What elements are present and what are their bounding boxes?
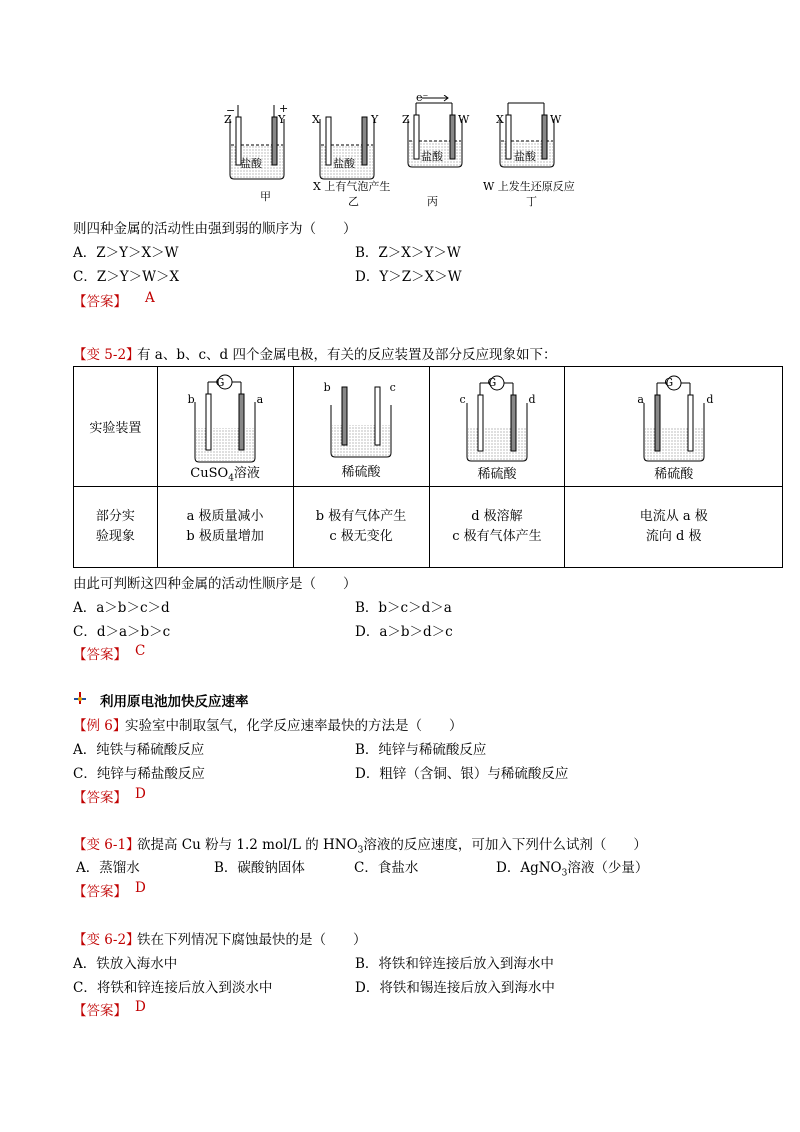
- q6-option-c: C．纯锌与稀盐酸反应: [73, 766, 205, 782]
- q6-1-answer-label: 【答案】: [73, 884, 127, 900]
- q5-2-tag: 【变 5-2】: [73, 347, 140, 363]
- device-1-right: a: [256, 393, 264, 406]
- device-1-diagram: [165, 370, 285, 466]
- q6-1-answer: D: [135, 880, 146, 896]
- beaker3-right-electrode: W: [458, 113, 470, 126]
- beaker2-left-electrode: X: [312, 113, 320, 126]
- device-1-left: b: [187, 393, 195, 406]
- device-cell-3: [429, 367, 565, 487]
- beaker3-solution: 盐酸: [421, 150, 443, 163]
- q6-2-stem: 铁在下列情况下腐蚀最快的是（ ）: [137, 932, 367, 948]
- beaker4-caption: 丁: [526, 195, 537, 208]
- q5-2-option-d: D．a＞b＞d＞c: [355, 624, 453, 640]
- device-1-solution: CuSO$_4$溶液: [190, 465, 260, 484]
- phenomena-4: 电流从 a 极 流向 d 极: [565, 487, 783, 568]
- beaker4-note: W 上发生还原反应: [483, 180, 575, 193]
- q5-2-answer-label: 【答案】: [73, 647, 127, 663]
- q6-1-option-a: A．蒸馏水: [76, 860, 140, 876]
- device-cell-4: [565, 367, 783, 487]
- beaker1-solution: 盐酸: [240, 157, 262, 170]
- beaker1-left-electrode: Z: [224, 113, 232, 126]
- q6-2-option-d: D．将铁和锡连接后放入到海水中: [355, 980, 555, 996]
- section-title: 利用原电池加快反应速率: [100, 694, 249, 710]
- q5-1-option-a: A．Z＞Y＞X＞W: [73, 245, 179, 261]
- q6-2-option-a: A．铁放入海水中: [73, 956, 178, 972]
- q6-1-option-d: D．AgNO$_3$溶液（少量）: [496, 860, 649, 879]
- q5-1-option-d: D．Y＞Z＞X＞W: [355, 269, 462, 285]
- beaker2-note: X 上有气泡产生: [313, 180, 391, 193]
- q6-1-stem: 欲提高 Cu 粉与 1.2 mol/L 的 $HNO_3$溶液的反应速度，可加入下列什么试剂（ ）: [137, 837, 647, 856]
- device-3-meter: G: [487, 376, 497, 389]
- q6-2-answer-label: 【答案】: [73, 1003, 127, 1019]
- beaker2-right-electrode: Y: [371, 113, 379, 126]
- q6-option-b: B．纯锌与稀硫酸反应: [355, 742, 487, 758]
- q6-2-option-c: C．将铁和锌连接后放入到淡水中: [73, 980, 273, 996]
- q5-1-answer: A: [145, 290, 155, 306]
- experiment-table: [73, 366, 783, 568]
- q6-1-tag: 【变 6-1】: [73, 837, 140, 853]
- phenomena-2: b 极有气体产生 c 极无变化: [293, 487, 429, 568]
- q5-1-answer-label: 【答案】: [73, 294, 127, 310]
- device-cell-2: [293, 367, 429, 487]
- device-2-solution: 稀硫酸: [341, 465, 381, 480]
- beaker4-left-electrode: X: [496, 113, 504, 126]
- table-row-label-phenomena: 部分实 验现象: [74, 487, 158, 568]
- device-2-right: c: [389, 381, 396, 394]
- q5-2-stem: 有 a、b、c、d 四个金属电极，有关的反应装置及部分反应现象如下：: [137, 347, 557, 363]
- q6-2-option-b: B．将铁和锌连接后放入到海水中: [355, 956, 554, 972]
- device-4-solution: 稀硫酸: [654, 467, 694, 482]
- q5-2-answer: C: [135, 643, 146, 659]
- q5-1-stem: 则四种金属的活动性由强到弱的顺序为（ ）: [73, 221, 357, 237]
- q6-tag: 【例 6】: [73, 718, 127, 734]
- device-4-left: a: [637, 393, 644, 406]
- section-bullet-icon: [74, 692, 86, 704]
- beaker1-left-sign: −: [226, 104, 236, 117]
- q5-2-option-c: C．d＞a＞b＞c: [73, 624, 171, 640]
- device-1-meter: G: [215, 376, 225, 389]
- device-cell-1: [157, 367, 293, 487]
- beaker2-solution: 盐酸: [333, 157, 355, 170]
- phenomena-1: a 极质量减小 b 极质量增加: [157, 487, 293, 568]
- beaker4-solution: 盐酸: [514, 150, 536, 163]
- q6-stem: 实验室中制取氢气，化学反应速率最快的方法是（ ）: [125, 718, 463, 734]
- beaker3-arrow-label: e⁻: [416, 91, 429, 104]
- q6-1-option-c: C．食盐水: [354, 860, 419, 876]
- beaker3-left-electrode: Z: [402, 113, 410, 126]
- beaker2-caption: 乙: [348, 195, 359, 208]
- q5-2-option-b: B．b＞c＞d＞a: [355, 600, 452, 616]
- q6-answer-label: 【答案】: [73, 790, 127, 806]
- q5-2-question: 由此可判断这四种金属的活动性顺序是（ ）: [73, 576, 357, 592]
- q5-1-option-c: C．Z＞Y＞W＞X: [73, 269, 180, 285]
- q5-2-option-a: A．a＞b＞c＞d: [73, 600, 170, 616]
- device-3-solution: 稀硫酸: [477, 467, 517, 482]
- device-3-right: d: [528, 393, 536, 406]
- q6-1-option-b: B．碳酸钠固体: [214, 860, 305, 876]
- q5-1-option-b: B．Z＞X＞Y＞W: [355, 245, 461, 261]
- q6-2-answer: D: [135, 999, 146, 1015]
- beaker4-right-electrode: W: [550, 113, 562, 126]
- q6-option-a: A．纯铁与稀硫酸反应: [73, 742, 205, 758]
- device-4-right: d: [706, 393, 714, 406]
- q6-2-tag: 【变 6-2】: [73, 932, 140, 948]
- device-3-diagram: [437, 371, 557, 467]
- beaker1-right-electrode: Y: [278, 113, 286, 126]
- device-4-meter: G: [664, 376, 674, 389]
- table-row-label-device: 实验装置: [74, 367, 158, 487]
- device-4-diagram: [614, 371, 734, 467]
- q6-option-d: D．粗锌（含铜、银）与稀硫酸反应: [355, 766, 569, 782]
- beaker1-caption: 甲: [260, 190, 271, 203]
- q6-answer: D: [135, 786, 146, 802]
- device-2-left: b: [323, 381, 331, 394]
- device-3-left: c: [459, 393, 466, 406]
- beaker1-right-sign: +: [279, 102, 289, 115]
- device-2-diagram: [301, 373, 421, 469]
- phenomena-3: d 极溶解 c 极有气体产生: [429, 487, 565, 568]
- beaker3-caption: 丙: [427, 195, 438, 208]
